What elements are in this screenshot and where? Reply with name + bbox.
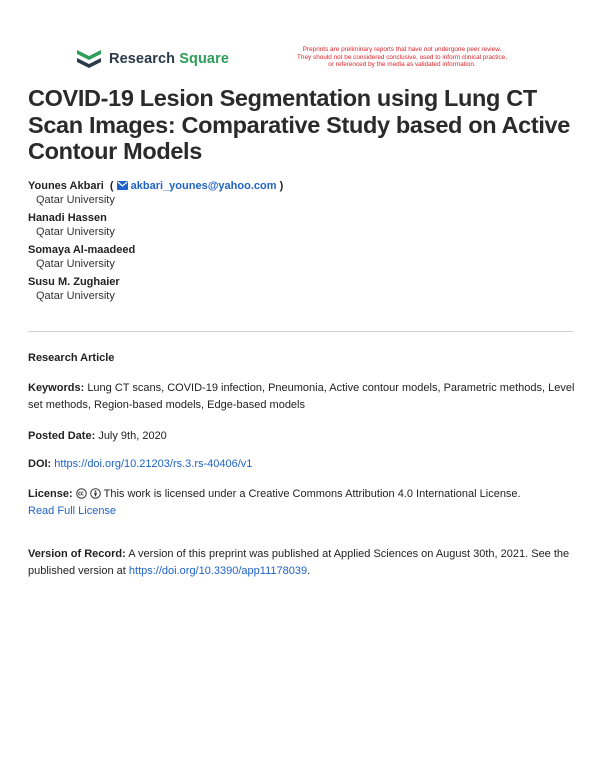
author-email-link[interactable]: akbari_younes@yahoo.com [130,180,277,192]
creative-commons-icon [76,488,87,499]
doi [28,456,578,473]
page-header [0,0,600,80]
author-entry [28,243,578,271]
section-divider [28,331,573,332]
keywords-value: Lung CT scans, COVID-19 infection, Pneumonia, Active contour models, Parametric methods, Level set methods, Region-based models, Edge-based models [28,382,575,411]
author-entry [28,211,578,239]
author-affiliation: Qatar University [36,194,115,206]
author-affiliation: Qatar University [36,290,115,302]
envelope-icon [117,181,128,190]
keywords [28,380,578,414]
author-affiliation: Qatar University [36,226,115,238]
version-of-record-label: Version of Record: [28,548,126,560]
attribution-icon [90,488,101,499]
author-list [28,179,578,307]
version-of-record-text: A version of this preprint was published at Applied Sciences on August 30th, 2021. See the published version at [28,548,570,577]
logo-text-research: Research [109,51,176,67]
author-name: Younes Akbari [28,180,104,192]
doi-link[interactable]: https://doi.org/10.21203/rs.3.rs-40406/v1 [54,458,253,470]
disclaimer-line: They should not be considered conclusive, used to inform clinical practice, [297,53,507,61]
article-type: Research Article [28,352,115,364]
research-square-logo-icon [75,48,103,70]
paper-title: COVID-19 Lesion Segmentation using Lung CT Scan Images: Comparative Study based on Active Contour Models [28,85,570,164]
author-entry [28,275,578,303]
posted-date [28,428,578,445]
author-name: Somaya Al-maadeed [28,244,136,256]
posted-date-label: Posted Date: [28,430,96,442]
license-text: This work is licensed under a Creative Commons Attribution 4.0 International License. [103,488,521,500]
author-name: Susu M. Zughaier [28,276,120,288]
keywords-label: Keywords: [28,382,85,394]
disclaimer-line: or referenced by the media as validated information. [328,61,476,69]
posted-date-value: July 9th, 2020 [98,430,167,442]
published-version-link[interactable]: https://doi.org/10.3390/app11178039 [128,565,308,577]
disclaimer-line: Preprints are preliminary reports that have not undergone peer review. [302,46,502,53]
read-full-license-link[interactable]: Read Full License [28,505,117,517]
preprint-disclaimer [272,46,532,69]
author-name: Hanadi Hassen [28,212,107,224]
research-square-logo[interactable] [75,48,229,70]
version-of-record [28,546,578,580]
author-affiliation: Qatar University [36,258,115,270]
version-of-record-end: . [307,565,311,577]
license-label: License: [28,488,73,500]
logo-text-square: Square [179,51,229,67]
license [28,486,578,520]
doi-label: DOI: [28,458,52,470]
author-entry: Younes Akbari ( akbari_younes@yahoo.com ) Qatar University [28,179,578,207]
